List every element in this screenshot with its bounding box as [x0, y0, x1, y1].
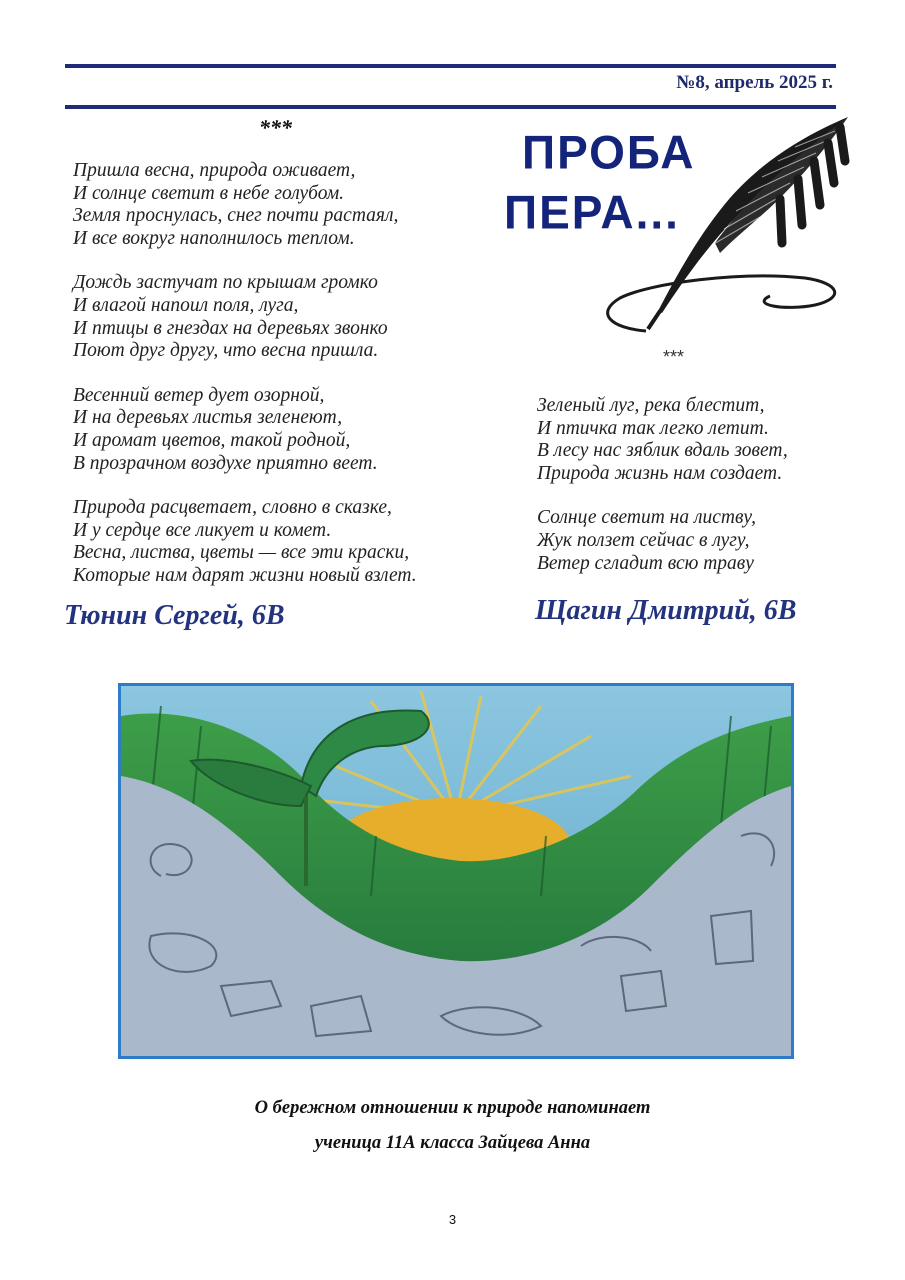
caption-line-2: ученица 11А класса Зайцева Анна	[314, 1133, 591, 1153]
poem-line: И аромат цветов, такой родной,	[73, 429, 351, 451]
poem-line: И все вокруг наполнилось теплом.	[73, 227, 355, 249]
section-logo	[500, 113, 855, 345]
poem-left-separator: ***	[259, 115, 292, 140]
poem-right-stanza-2	[537, 507, 788, 575]
painting-artwork	[121, 686, 791, 1056]
nature-painting	[118, 683, 794, 1059]
poem-left-stanza-2	[73, 272, 417, 362]
poem-line: И на деревьях листья зеленеют,	[73, 407, 343, 429]
poem-line: Ветер сгладит всю траву	[537, 552, 754, 574]
feather-quill-icon	[590, 113, 855, 345]
poem-line: Жук ползет сейчас в лугу,	[537, 529, 750, 551]
poem-line: Зеленый луг, река блестит,	[537, 395, 765, 416]
poem-line: В лесу нас зяблик вдаль зовет,	[537, 440, 788, 462]
poem-right	[537, 395, 788, 597]
poem-line: Поют друг другу, что весна пришла.	[73, 340, 379, 362]
header-rule-bottom	[65, 105, 836, 109]
poem-left-author: Тюнин Сергей, 6В	[64, 600, 285, 631]
poem-right-stanza-1	[537, 395, 788, 485]
poem-line: Природа расцветает, словно в сказке,	[73, 497, 392, 519]
caption-line-1: О бережном отношении к природе напоминает	[254, 1098, 651, 1118]
poem-line: Природа жизнь нам создает.	[537, 462, 783, 484]
poem-left	[73, 160, 417, 610]
poem-line: И солнце светит в небе голубом.	[73, 182, 345, 204]
poem-right-author: Щагин Дмитрий, 6В	[535, 595, 797, 626]
issue-label: №8, апрель 2025 г.	[676, 72, 833, 93]
poem-line: И влагой напоил поля, луга,	[73, 294, 299, 316]
logo-title-line-1: ПРОБА	[522, 125, 696, 179]
page-number: 3	[448, 1212, 457, 1227]
poem-line: И птицы в гнездах на деревьях звонко	[73, 317, 388, 339]
header-rule-top	[65, 64, 836, 68]
poem-left-stanza-1	[73, 160, 417, 250]
poem-line: Весенний ветер дует озорной,	[73, 384, 325, 406]
poem-line: И птичка так легко летит.	[537, 417, 769, 439]
poem-line: И у сердце все ликует и комет.	[73, 519, 332, 541]
poem-right-separator: ***	[663, 347, 685, 367]
poem-left-stanza-3	[73, 385, 417, 475]
poem-line: Пришла весна, природа оживает,	[73, 160, 356, 181]
logo-title-line-2: ПЕРА...	[504, 185, 680, 239]
poem-left-stanza-4	[73, 497, 417, 587]
poem-line: Солнце светит на листву,	[537, 507, 756, 529]
poem-line: В прозрачном воздухе приятно веет.	[73, 452, 378, 474]
poem-line: Которые нам дарят жизни новый взлет.	[73, 564, 417, 586]
poem-line: Дождь застучат по крышам громко	[73, 272, 378, 294]
poem-line: Земля проснулась, снег почти растаял,	[73, 205, 399, 227]
poem-line: Весна, листва, цветы — все эти краски,	[73, 542, 410, 564]
